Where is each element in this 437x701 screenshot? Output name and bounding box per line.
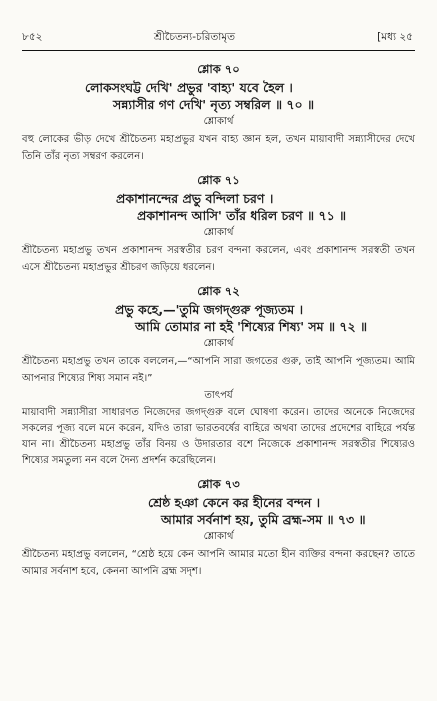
verse-line-2: আমি তোমার না হই 'শিষ্যের শিষ্য' সম ॥ ৭২ ॥ (135, 319, 368, 334)
sloka-number: শ্লোক ৭২ (197, 284, 240, 298)
sloka-70 (22, 62, 415, 165)
sloka-71 (22, 173, 415, 276)
book-page (22, 28, 415, 683)
purport-text: মায়াবাদী সন্ন্যাসীরা সাধারণত নিজেদের জগদ্‌গুরু বলে ঘোষণা করেন। তাদের অনেকে নিজেদের সকলের পূজ্য বলে মনে করেন, যদিও তারা ভারতবর্ষের বাহিরে অথবা তাদের প্রদেশের বাহিরে পর্যন্ত যান না। শ্রীচৈতন্য মহাপ্রভু তাঁর বিনয় ও উদারতার বশে নিজেকে প্রকাশানন্দ সরস্বতীর শিষ্যেরও শিষ্যের সমতুল্য নন বলে দৈন্য প্রদর্শন করেছিলেন। (22, 407, 415, 466)
page-content (22, 62, 415, 588)
sloka-number: শ্লোক ৭৩ (197, 477, 240, 491)
section-label: [মধ্য ২৫ (377, 31, 413, 43)
verse-line-1: প্রকাশানন্দের প্রভু বন্দিলা চরণ । (116, 191, 274, 206)
translation-text: শ্রীচৈতন্য মহাপ্রভু তখন তাকে বললেন,—“আপনি সারা জগতের গুরু, তাই আপনি পূজ্যতম। আমি আপনার শিষ্যের শিষ্য সমান নই।” (22, 356, 415, 384)
page-header (22, 28, 415, 46)
translation-text: বহু লোকের ভীড় দেখে শ্রীচৈতন্য মহাপ্রভুর যখন বাহ্য জ্ঞান হল, তখন মায়াবাদী সন্ন্যাসীদের দেখে তিনি তাঁর নৃত্য সম্বরণ করলেন। (22, 134, 415, 162)
purport-label: তাৎপর্য (204, 390, 233, 401)
book-title: শ্রীচৈতন্য-চরিতামৃত (154, 31, 236, 43)
sloka-number: শ্লোক ৭১ (197, 173, 240, 187)
translation-label: শ্লোকার্থ (203, 227, 234, 238)
header-rule (22, 50, 415, 51)
translation-text: শ্রীচৈতন্য মহাপ্রভু বললেন, “শ্রেষ্ঠ হয়ে কেন আপনি আমার মতো হীন ব্যক্তির বন্দনা করছেন? তাতে আমার সর্বনাশ হবে, কেননা আপনি ব্রহ্ম সদৃশ। (22, 549, 415, 577)
verse-line-1: লোকসংঘট্ট দেখি' প্রভুর 'বাহ্য' যবে হৈল । (85, 80, 293, 95)
verse-line-1: প্রভু কহে,—'তুমি জগদ্‌গুরু পূজ্যতম । (115, 302, 304, 317)
translation-label: শ্লোকার্থ (203, 338, 234, 349)
translation-label: শ্লোকার্থ (203, 531, 234, 542)
sloka-number: শ্লোক ৭০ (197, 62, 240, 76)
sloka-72 (22, 284, 415, 469)
verse-line-1: শ্রেষ্ঠ হঞা কেনে কর হীনের বন্দন । (148, 495, 321, 510)
verse-line-2: আমার সর্বনাশ হয়, তুমি ব্রহ্ম-সম ॥ ৭৩ ॥ (161, 512, 366, 527)
verse-line-2: প্রকাশানন্দ আসি' তাঁর ধরিল চরণ ॥ ৭১ ॥ (137, 208, 347, 223)
translation-text: শ্রীচৈতন্য মহাপ্রভু তখন প্রকাশানন্দ সরস্বতীর চরণ বন্দনা করলেন, এবং প্রকাশানন্দ সরস্বতী তখন এসে শ্রীচৈতন্য মহাপ্রভুর শ্রীচরণ জড়িয়ে ধরলেন। (22, 245, 415, 273)
translation-label: শ্লোকার্থ (203, 116, 234, 127)
sloka-73 (22, 477, 415, 580)
verse-line-2: সন্ন্যাসীর গণ দেখি' নৃত্য সম্বরিল ॥ ৭০ ॥ (113, 97, 315, 112)
page-number: ৮৫২ (22, 31, 43, 43)
